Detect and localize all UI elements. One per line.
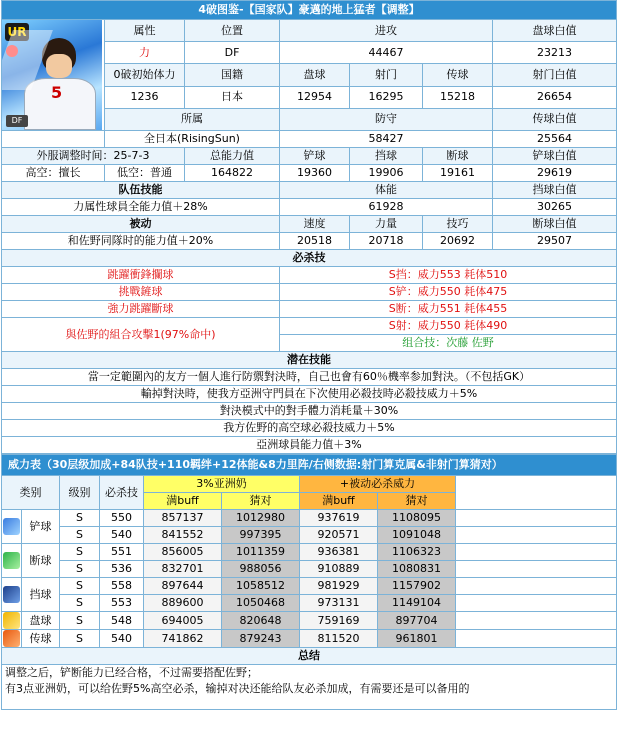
value-cell: 741862 xyxy=(144,630,222,648)
rarity-badge: UR xyxy=(5,23,29,41)
power-table xyxy=(1,454,617,710)
value-cell: 1149104 xyxy=(378,595,456,612)
special-skill-effect: S断：威力551 耗体455 xyxy=(280,301,617,318)
pass-white-label: 传球白值 xyxy=(493,108,617,130)
shoot-white-label: 射门白值 xyxy=(493,64,617,86)
value-cell: 841552 xyxy=(144,527,222,544)
latent-line: 亞洲球員能力值＋3% xyxy=(2,437,617,454)
latent-header: 潜在技能 xyxy=(2,352,617,369)
team-skill-label: 队伍技能 xyxy=(2,182,280,199)
skill-cell: 550 xyxy=(100,510,144,527)
special-skill-name: 跳躍衝鋒攔球 xyxy=(2,267,280,284)
tackle-white-label: 铲球白值 xyxy=(493,148,617,165)
team-label: 所属 xyxy=(105,108,280,130)
skill-cell: 553 xyxy=(100,595,144,612)
value-cell: 961801 xyxy=(378,630,456,648)
info-table xyxy=(1,0,617,454)
value-cell: 936381 xyxy=(300,544,378,561)
shoot-value: 16295 xyxy=(350,86,423,108)
body-label: 体能 xyxy=(280,182,493,199)
guess-header: 猜对 xyxy=(222,493,300,510)
summary-line: 调整之后，铲断能力已经合格，不过需要搭配佐野； xyxy=(5,666,258,679)
value-cell: 1058512 xyxy=(222,578,300,595)
technique-label: 技巧 xyxy=(423,216,493,233)
guess-header: 猜对 xyxy=(378,493,456,510)
combo-skill: 组合技：次藤 佐野 xyxy=(280,335,617,352)
block-icon xyxy=(3,586,20,603)
passive-value: 和佐野同隊时的能力值＋20% xyxy=(2,233,280,250)
value-cell: 910889 xyxy=(300,561,378,578)
dribble-label: 盘球 xyxy=(280,64,350,86)
level-cell: S xyxy=(60,630,100,648)
shoot-white-value: 26654 xyxy=(493,86,617,108)
blank-cell xyxy=(456,544,617,561)
value-cell: 1106323 xyxy=(378,544,456,561)
dribble-icon xyxy=(3,612,20,629)
latent-line: 輸掉對決時，使我方亞洲守門員在下次使用必殺技時必殺技威力＋5% xyxy=(2,386,617,403)
special-skill-effect: S挡：威力553 耗体510 xyxy=(280,267,617,284)
position-label: 位置 xyxy=(185,20,280,42)
pass-value: 15218 xyxy=(423,86,493,108)
nation-label: 国籍 xyxy=(185,64,280,86)
pass-label: 传球 xyxy=(423,64,493,86)
special-skill-effect: S铲：威力550 耗体475 xyxy=(280,284,617,301)
skill-cell: 548 xyxy=(100,612,144,630)
team-skill-value: 力属性球員全能力值＋28% xyxy=(2,199,280,216)
value-cell: 832701 xyxy=(144,561,222,578)
level-cell: S xyxy=(60,612,100,630)
attr-label: 属性 xyxy=(105,20,185,42)
level-cell: S xyxy=(60,527,100,544)
card-portrait xyxy=(2,20,102,130)
value-cell: 897704 xyxy=(378,612,456,630)
power-table-title: 威力表（30层级加成+84队技+110羁绊+12体能&8力里阵/右侧数据:射门算克属&非射门算猜对） xyxy=(2,455,617,476)
attr-value: 力 xyxy=(105,42,185,64)
pass-white-value: 25564 xyxy=(493,131,617,148)
type-cell: 盘球 xyxy=(22,612,60,630)
power-value: 20718 xyxy=(350,233,423,250)
position-tag: DF xyxy=(6,115,28,127)
level-cell: S xyxy=(60,510,100,527)
summary-header: 总结 xyxy=(2,648,617,665)
value-cell: 997395 xyxy=(222,527,300,544)
col-skill: 必杀技 xyxy=(100,476,144,510)
value-cell: 1108095 xyxy=(378,510,456,527)
type-cell: 铲球 xyxy=(22,510,60,544)
level-cell: S xyxy=(60,578,100,595)
type-cell: 挡球 xyxy=(22,578,60,612)
speed-label: 速度 xyxy=(280,216,350,233)
value-cell: 1091048 xyxy=(378,527,456,544)
level-cell: S xyxy=(60,595,100,612)
block-label: 挡球 xyxy=(350,148,423,165)
value-cell: 889600 xyxy=(144,595,222,612)
full-buff-header: 满buff xyxy=(144,493,222,510)
shoot-label: 射门 xyxy=(350,64,423,86)
total-value: 164822 xyxy=(185,165,280,182)
latent-line: 當一定範圍內的友方一個人進行防禦對決時，自己也會有60％機率参加對決。（不包括GK） xyxy=(2,369,617,386)
special-skill-effect: S射：威力550 耗体490 xyxy=(280,318,617,335)
tackle-white-value: 29619 xyxy=(493,165,617,182)
dribble-white-value: 23213 xyxy=(493,42,617,64)
tackle-label: 铲球 xyxy=(280,148,350,165)
special-header: 必杀技 xyxy=(2,250,617,267)
blank-col xyxy=(456,476,617,510)
full-buff-header: 满buff xyxy=(300,493,378,510)
card-spacer xyxy=(2,131,105,148)
value-cell: 1080831 xyxy=(378,561,456,578)
blank-cell xyxy=(456,630,617,648)
value-cell: 1011359 xyxy=(222,544,300,561)
defense-label: 防守 xyxy=(280,108,493,130)
tackle-icon xyxy=(3,518,20,535)
blank-cell xyxy=(456,612,617,630)
latent-line: 對決模式中的對手體力消耗量＋30% xyxy=(2,403,617,420)
value-cell: 1157902 xyxy=(378,578,456,595)
page-title: 4破图鉴-【国家队】豪邁的地上猛者【调整】 xyxy=(2,1,617,20)
level-cell: S xyxy=(60,544,100,561)
col-type: 类别 xyxy=(2,476,60,510)
nation-value: 日本 xyxy=(185,86,280,108)
value-cell: 920571 xyxy=(300,527,378,544)
high-label: 高空：擅长 xyxy=(2,165,105,182)
blank-cell xyxy=(456,578,617,595)
value-cell: 856005 xyxy=(144,544,222,561)
tackle-icon-cell xyxy=(2,510,22,544)
value-cell: 857137 xyxy=(144,510,222,527)
attack-label: 进攻 xyxy=(280,20,493,42)
value-cell: 694005 xyxy=(144,612,222,630)
value-cell: 981929 xyxy=(300,578,378,595)
player-face xyxy=(46,54,72,78)
blank-cell xyxy=(456,561,617,578)
block-value: 19906 xyxy=(350,165,423,182)
value-cell: 759169 xyxy=(300,612,378,630)
technique-value: 20692 xyxy=(423,233,493,250)
skill-cell: 558 xyxy=(100,578,144,595)
value-cell: 1012980 xyxy=(222,510,300,527)
position-value: DF xyxy=(185,42,280,64)
passive-label: 被动 xyxy=(2,216,280,233)
skill-cell: 540 xyxy=(100,630,144,648)
group-asia: 3%亚洲奶 xyxy=(144,476,300,493)
blank-cell xyxy=(456,510,617,527)
defense-value: 58427 xyxy=(280,131,493,148)
value-cell: 820648 xyxy=(222,612,300,630)
card-portrait-cell xyxy=(2,20,105,131)
summary-body xyxy=(2,665,617,710)
value-cell: 811520 xyxy=(300,630,378,648)
value-cell: 897644 xyxy=(144,578,222,595)
type-cell: 传球 xyxy=(22,630,60,648)
tackle-value: 19360 xyxy=(280,165,350,182)
type-cell: 断球 xyxy=(22,544,60,578)
clear-icon-cell xyxy=(2,544,22,578)
jersey-number: 5 xyxy=(51,83,63,102)
value-cell: 973131 xyxy=(300,595,378,612)
skill-cell: 551 xyxy=(100,544,144,561)
blank-cell xyxy=(456,595,617,612)
dribble-value: 12954 xyxy=(280,86,350,108)
total-label: 总能力值 xyxy=(185,148,280,165)
speed-value: 20518 xyxy=(280,233,350,250)
skill-cell: 536 xyxy=(100,561,144,578)
value-cell: 988056 xyxy=(222,561,300,578)
dribble-icon-cell xyxy=(2,612,22,630)
attack-value: 44467 xyxy=(280,42,493,64)
dribble-white-label: 盘球白值 xyxy=(493,20,617,42)
clear-value: 19161 xyxy=(423,165,493,182)
clear-white-value: 29507 xyxy=(493,233,617,250)
col-level: 级别 xyxy=(60,476,100,510)
player-jersey xyxy=(24,78,96,130)
blank-cell xyxy=(456,527,617,544)
summary-line: 有3点亚洲奶，可以给佐野5%高空必杀，输掉对决还能给队友必杀加成，有需要还是可以备用的 xyxy=(5,682,470,695)
level-cell: S xyxy=(60,561,100,578)
body-value: 61928 xyxy=(280,199,493,216)
value-cell: 879243 xyxy=(222,630,300,648)
latent-line: 我方佐野的高空球必殺技威力＋5% xyxy=(2,420,617,437)
team-value: 全日本(RisingSun) xyxy=(105,131,280,148)
value-cell: 937619 xyxy=(300,510,378,527)
clear-white-label: 断球白值 xyxy=(493,216,617,233)
skill-cell: 540 xyxy=(100,527,144,544)
pass-icon-cell xyxy=(2,630,22,648)
power-label: 力量 xyxy=(350,216,423,233)
value-cell: 1050468 xyxy=(222,595,300,612)
special-skill-name: 與佐野的組合攻擊1(97%命中) xyxy=(2,318,280,352)
special-skill-name: 挑戰鏟球 xyxy=(2,284,280,301)
group-passive: +被动必杀威力 xyxy=(300,476,456,493)
stamina-value: 1236 xyxy=(105,86,185,108)
block-white-value: 30265 xyxy=(493,199,617,216)
adjust-time: 外服调整时间：25-7-3 xyxy=(2,148,185,165)
clear-label: 断球 xyxy=(423,148,493,165)
stamina-label: 0破初始体力 xyxy=(105,64,185,86)
clear-icon xyxy=(3,552,20,569)
pass-icon xyxy=(3,630,20,647)
block-white-label: 挡球白值 xyxy=(493,182,617,199)
low-label: 低空：普通 xyxy=(105,165,185,182)
block-icon-cell xyxy=(2,578,22,612)
special-skill-name: 強力跳躍斷球 xyxy=(2,301,280,318)
